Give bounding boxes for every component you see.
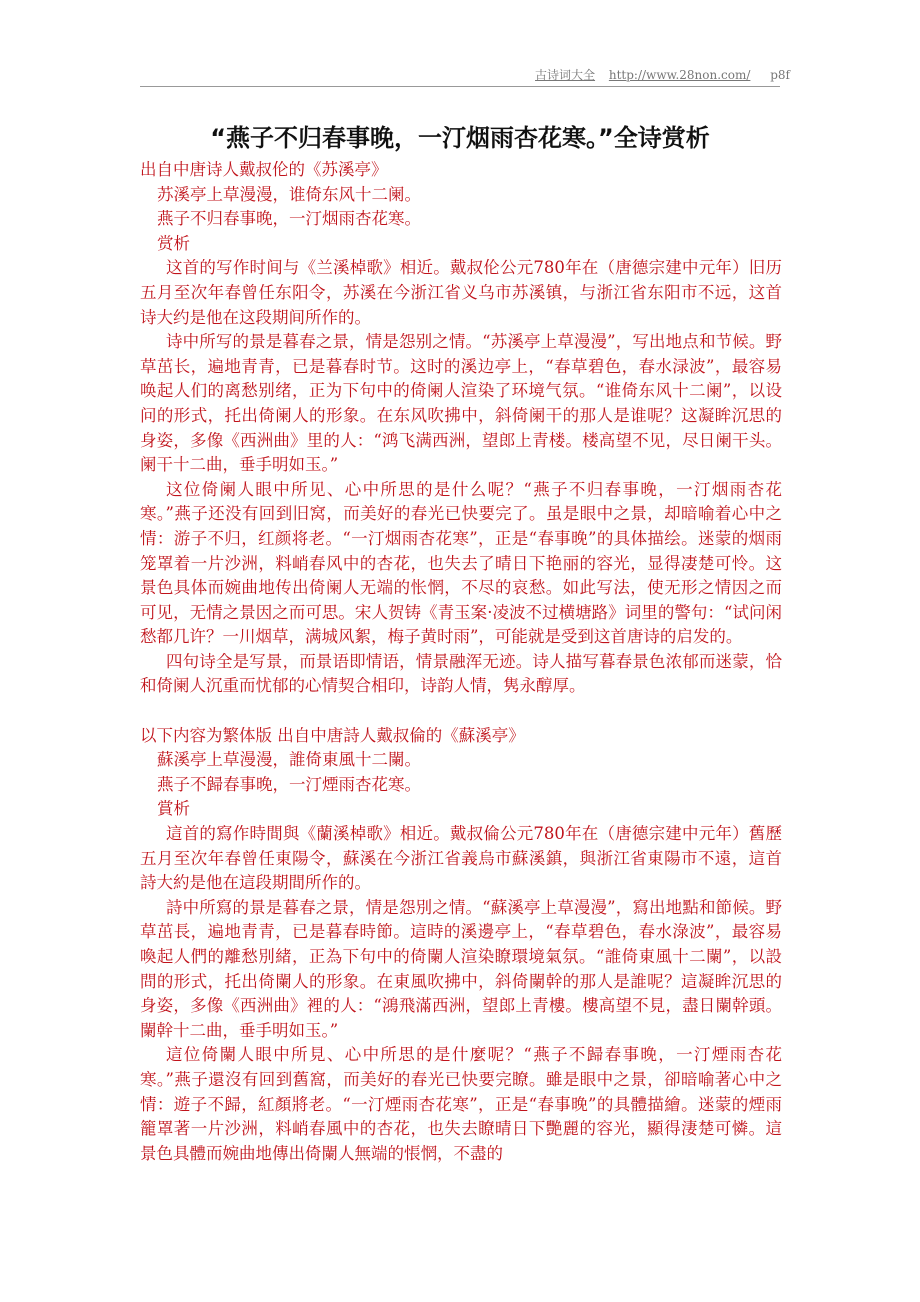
url-link[interactable]: http://www.28non.com/ — [608, 68, 751, 82]
source-line: 出自中唐诗人戴叔伦的《苏溪亭》 — [140, 160, 388, 179]
paragraph: 詩中所寫的景是暮春之景，情是怨別之情。“蘇溪亭上草漫漫”，寫出地點和節候。野草茁長，遍地青青，已是暮春時節。這時的溪邊亭上，“春草碧色，春水淥波”，最容易喚起人們的離愁別緒，正為下句中的倚闌人渲染瞭環境氣氛。“誰倚東風十二闌”，以設問的形式，托出倚闌人的形象。在東風吹拂中，斜倚闌幹的那人是誰呢？這凝眸沉思的身姿，多像《西洲曲》裡的人：“鴻飛滿西洲，望郎上青樓。樓高望不見，盡日闌幹頭。闌幹十二曲，垂手明如玉。” — [140, 897, 782, 1040]
paragraph: 诗中所写的景是暮春之景，情是怨别之情。“苏溪亭上草漫漫”，写出地点和节候。野草茁长，遍地青青，已是暮春时节。这时的溪边亭上，“春草碧色，春水渌波”，最容易唤起人们的离愁别绪，正为下句中的倚阑人渲染了环境气氛。“谁倚东风十二阑”，以设问的形式，托出倚阑人的形象。在东风吹拂中，斜倚阑干的那人是谁呢？这凝眸沉思的身姿，多像《西洲曲》里的人：“鸿飞满西洲，望郎上青楼。楼高望不见，尽日阑干头。阑干十二曲，垂手明如玉。” — [140, 332, 782, 475]
section-heading: 赏析 — [157, 233, 190, 253]
poem-line: 蘇溪亭上草漫漫，誰倚東風十二闌。 — [157, 750, 421, 770]
header-divider — [140, 86, 780, 87]
page-number: p8f — [770, 68, 790, 82]
paragraph: 這首的寫作時間與《蘭溪棹歌》相近。戴叔倫公元780年在（唐德宗建中元年）舊歷五月至次年春曾任東陽令，蘇溪在今浙江省義烏市蘇溪鎮，與浙江省東陽市不遠，這首詩大約是他在這段期間所作的。 — [140, 824, 782, 893]
page-title: “燕子不归春事晚，一汀烟雨杏花寒。”全诗赏析 — [210, 124, 710, 152]
paragraph: 這位倚闌人眼中所見、心中所思的是什麼呢？“燕子不歸春事晚，一汀煙雨杏花寒。”燕子還沒有回到舊窩，而美好的春光已快要完瞭。雖是眼中之景，卻暗喻著心中之情：遊子不歸，紅顏將老。“一汀煙雨杏花寒”，正是“春事晚”的具體描繪。迷蒙的煙雨籠罩著一片沙洲，料峭春風中的杏花，也失去瞭晴日下艷麗的容光，顯得淒楚可憐。這景色具體而婉曲地傳出倚闌人無端的悵惘，不盡的 — [140, 1045, 782, 1163]
poem-line: 苏溪亭上草漫漫，谁倚东风十二阑。 — [157, 184, 421, 204]
paragraph: 四句诗全是写景，而景语即情语，情景融浑无迹。诗人描写暮春景色浓郁而迷蒙，恰和倚阑人沉重而忧郁的心情契合相印，诗韵人情，隽永醇厚。 — [140, 651, 782, 696]
poem-line: 燕子不歸春事晚，一汀煙雨杏花寒。 — [157, 774, 421, 794]
traditional-source-line: 以下内容为繁体版 出自中唐詩人戴叔倫的《蘇溪亭》 — [140, 725, 525, 745]
section-heading: 賞析 — [157, 799, 190, 819]
page-header — [535, 66, 790, 83]
article-body — [140, 158, 782, 1166]
paragraph: 这位倚阑人眼中所见、心中所思的是什么呢？“燕子不归春事晚，一汀烟雨杏花寒。”燕子还没有回到旧窝，而美好的春光已快要完了。虽是眼中之景，却暗喻着心中之情：游子不归，红颜将老。“一汀烟雨杏花寒”，正是“春事晚”的具体描绘。迷蒙的烟雨笼罩着一片沙洲，料峭春风中的杏花，也失去了晴日下艳丽的容光，显得凄楚可怜。这景色具体而婉曲地传出倚阑人无端的怅惘，不尽的哀愁。如此写法，使无形之情因之而可见，无情之景因之而可思。宋人贺铸《青玉案·凌波不过横塘路》词里的警句：“试问闲愁都几许？一川烟草，满城风絮，梅子黄时雨”，可能就是受到这首唐诗的启发的。 — [140, 479, 782, 647]
poem-line: 燕子不归春事晚，一汀烟雨杏花寒。 — [157, 209, 421, 229]
section-gap — [140, 699, 782, 724]
site-link[interactable]: 古诗词大全 — [535, 68, 596, 82]
paragraph: 这首的写作时间与《兰溪棹歌》相近。戴叔伦公元780年在（唐德宗建中元年）旧历五月至次年春曾任东阳令，苏溪在今浙江省义乌市苏溪镇，与浙江省东阳市不远，这首诗大约是他在这段期间所作的。 — [140, 258, 782, 327]
